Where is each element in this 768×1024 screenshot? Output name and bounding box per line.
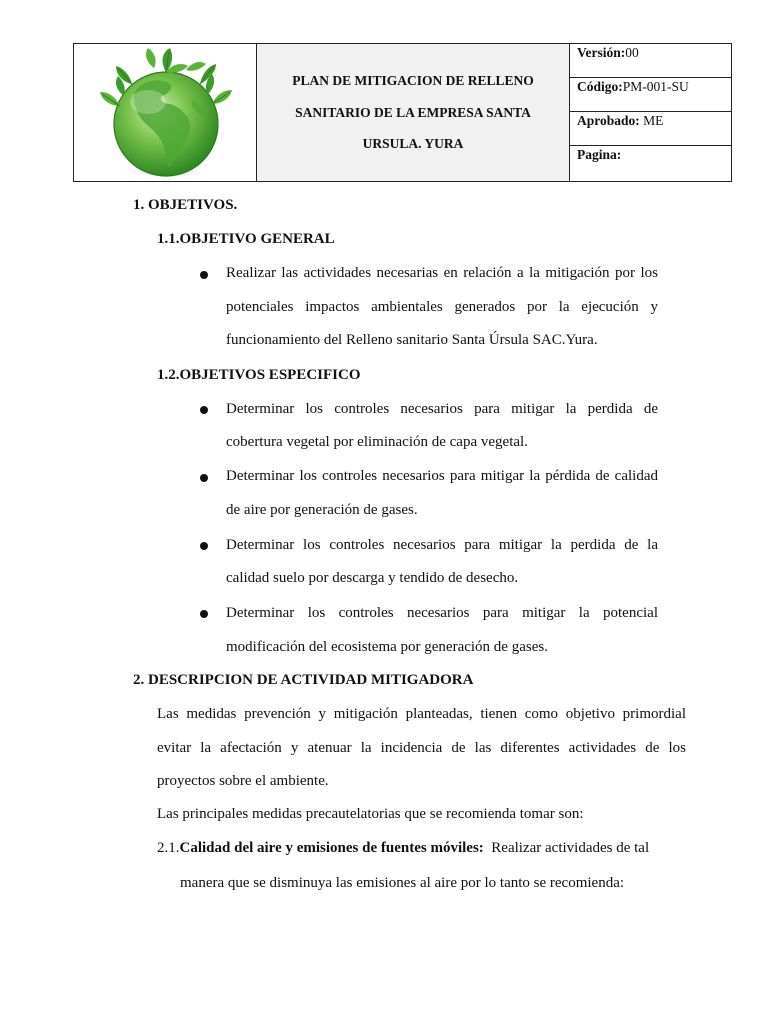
objective-specific-3-line-2: calidad suelo por descarga y tendido de desecho. [226, 570, 519, 586]
bullet-icon [200, 271, 208, 279]
approved-value: ME [639, 113, 664, 128]
subsection-1-2-heading: 1.2.OBJETIVOS ESPECIFICO [157, 367, 361, 383]
objective-general-line-2: potenciales impactos ambientales generados por la ejecución y [226, 299, 658, 315]
objective-specific-4-line-1: Determinar los controles necesarios para mitigar la potencial [226, 605, 658, 621]
section-2-para-1-line-3: proyectos sobre el ambiente. [157, 773, 329, 789]
version-row [570, 44, 732, 78]
bullet-icon [200, 474, 208, 482]
page-label: Pagina: [577, 147, 622, 162]
section-2-para-2: Las principales medidas precautelatorias que se recomienda tomar son: [157, 806, 584, 822]
version-value: 00 [625, 45, 639, 60]
item-2-1-number: 2.1. [157, 840, 180, 856]
document-meta-cell [570, 44, 732, 181]
item-2-1-title: Calidad del aire y emisiones de fuentes móviles: [179, 840, 484, 856]
document-title-cell [257, 44, 570, 181]
item-2-1-line-2: manera que se disminuya las emisiones al aire por lo tanto se recomienda: [180, 875, 625, 891]
subsection-1-1-heading: 1.1.OBJETIVO GENERAL [157, 231, 335, 247]
section-2-heading: 2. DESCRIPCION DE ACTIVIDAD MITIGADORA [133, 672, 474, 688]
objective-specific-2-line-2: de aire por generación de gases. [226, 502, 418, 518]
green-globe-logo-icon [74, 44, 256, 181]
bullet-icon [200, 406, 208, 414]
objective-specific-1-line-1: Determinar los controles necesarios para mitigar la perdida de [226, 401, 658, 417]
version-label: Versión: [577, 45, 626, 60]
objective-specific-4-line-2: modificación del ecosistema por generación de gases. [226, 639, 548, 655]
section-2-para-1-line-2: evitar la afectación y atenuar la incidencia de las diferentes actividades de los [157, 740, 686, 756]
objective-specific-3-line-1: Determinar los controles necesarios para mitigar la perdida de la [226, 537, 658, 553]
bullet-icon [200, 542, 208, 550]
logo-cell [74, 44, 257, 181]
code-value: PM-001-SU [622, 79, 689, 94]
item-2-1-line-1 [157, 840, 649, 857]
document-header [73, 43, 732, 182]
section-2-para-1-line-1: Las medidas prevención y mitigación planteadas, tienen como objetivo primordial [157, 706, 686, 722]
document-title-line-1: PLAN DE MITIGACION DE RELLENO [292, 73, 534, 88]
code-row [570, 78, 732, 112]
objective-general-line-3: funcionamiento del Relleno sanitario Santa Úrsula SAC.Yura. [226, 332, 598, 348]
section-1-heading: 1. OBJETIVOS. [133, 197, 238, 213]
document-title-line-3: URSULA. YURA [362, 136, 464, 151]
bullet-icon [200, 610, 208, 618]
objective-specific-2-line-1: Determinar los controles necesarios para mitigar la pérdida de calidad [226, 468, 658, 484]
page-row [570, 146, 732, 180]
item-2-1-text: Realizar actividades de tal [483, 840, 650, 856]
approved-row [570, 112, 732, 146]
objective-general-line-1: Realizar las actividades necesarias en relación a la mitigación por los [226, 265, 658, 281]
code-label: Código: [577, 79, 623, 94]
approved-label: Aprobado: [577, 113, 640, 128]
document-title-line-2: SANITARIO DE LA EMPRESA SANTA [295, 105, 531, 120]
objective-specific-1-line-2: cobertura vegetal por eliminación de capa vegetal. [226, 434, 528, 450]
